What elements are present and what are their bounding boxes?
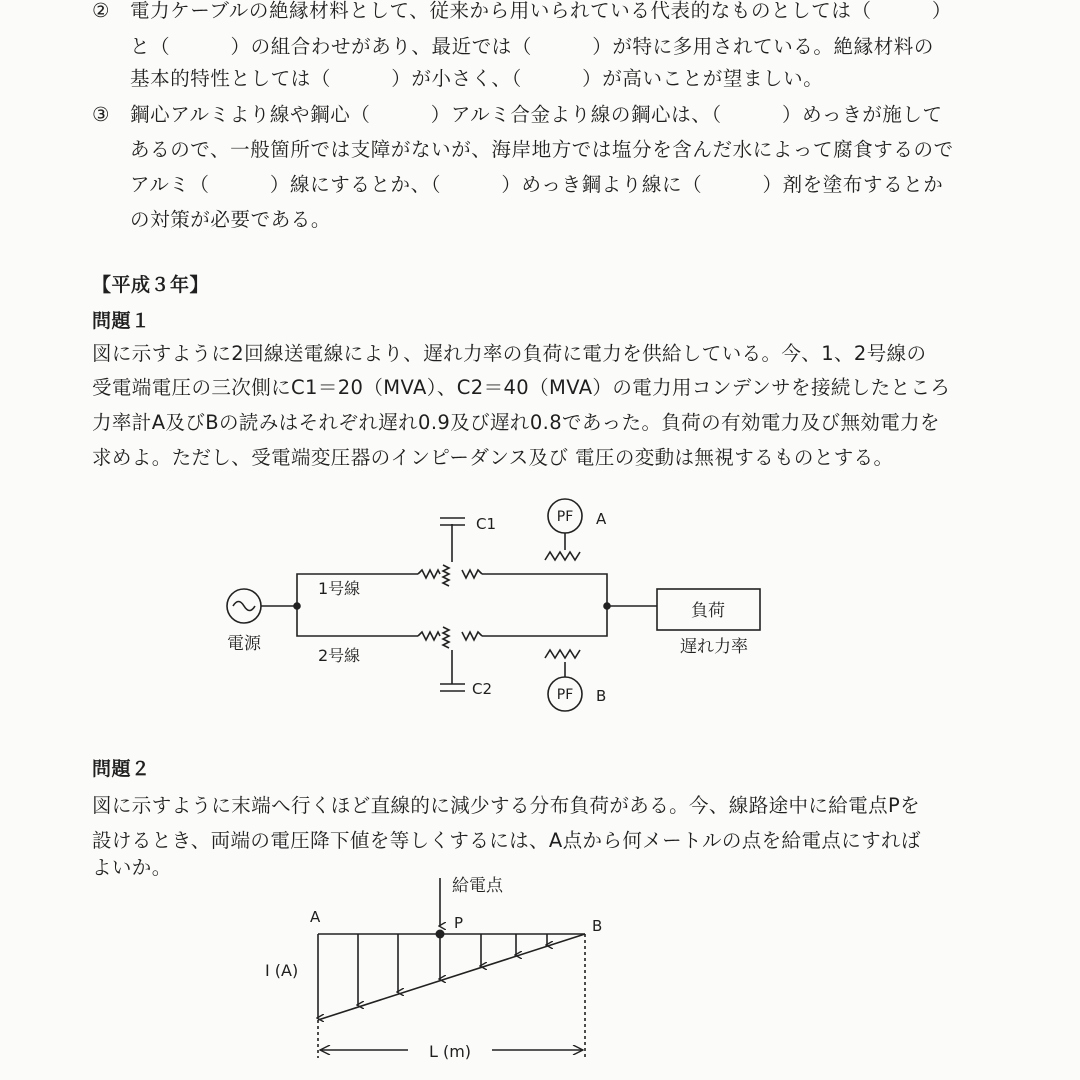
problem-1-line-1: 図に示すように2回線送電線により、遅れ力率の負荷に電力を供給している。今、1、2号線の [92,342,927,365]
problem-1-line-3: 力率計A及びBの読みはそれぞれ遅れ0.9及び遅れ0.8であった。負荷の有効電力及び無効電力を [92,411,940,434]
length-label: L (m) [428,1042,472,1061]
problem-2-line-1: 図に示すように末端へ行くほど直線的に減少する分布負荷がある。今、線路途中に給電点Pを [92,794,921,817]
load-label: 負荷 [691,601,725,621]
feed-point-label: 給電点 [452,876,503,896]
meter-b-label: B [596,687,607,705]
problem-1-line-4: 求めよ。ただし、受電端変圧器のインピーダンス及び 電圧の変動は無視するものとする。 [92,446,894,469]
item-3-line-2: あるので、一般箇所では支障がないが、海岸地方では塩分を含んだ水によって腐食するので [130,138,954,161]
load-note: 遅れ力率 [680,637,748,657]
meter-a-label: A [596,510,607,528]
item-2-line-2: と（ ）の組合わせがあり、最近では（ ）が特に多用されている。絶縁材料の [130,35,935,58]
item-3-line-3: アルミ（ ）線にするとか、（ ）めっき鋼より線に（ ）剤を塗布するとか [130,173,944,196]
item-3-line-1: 鋼心アルミより線や鋼心（ ）アルミ合金より線の鋼心は、（ ）めっきが施して [130,103,943,126]
item-2-line-1: 電力ケーブルの絶縁材料として、従来から用いられている代表的なものとしては（ ） [130,0,952,22]
item-2-line-3: 基本的特性としては（ ）が小さく、（ ）が高いことが望ましい。 [130,67,824,90]
point-a-label: A [310,908,321,926]
problem-1-title: 問題１ [92,310,151,332]
point-b-label: B [592,917,603,935]
pf-b-text: PF [556,687,574,703]
item-2-number: ② [92,0,110,22]
c1-label: C1 [476,515,497,533]
problem-2-title: 問題２ [92,758,151,780]
feed-point-dot [436,930,445,939]
line-2-label: 2号線 [318,646,361,665]
source-label: 電源 [227,634,261,654]
current-label: I (A) [265,961,299,980]
c2-label: C2 [472,680,493,698]
item-3-number: ③ [92,103,110,126]
problem-2-line-3: よいか。 [92,856,172,879]
problem-1-line-2: 受電端電圧の三次側にC1＝20（MVA）、C2＝40（MVA）の電力用コンデンサを接続したところ [92,376,951,399]
item-3-line-4: の対策が必要である。 [130,208,332,231]
point-p-label: P [454,914,464,932]
section-heading: 【平成３年】 [92,274,210,296]
problem-2-line-2: 設けるとき、両端の電圧降下値を等しくするには、A点から何メートルの点を給電点にすれば [92,829,921,852]
pf-a-text: PF [556,509,574,525]
line-1-label: 1号線 [318,579,361,598]
